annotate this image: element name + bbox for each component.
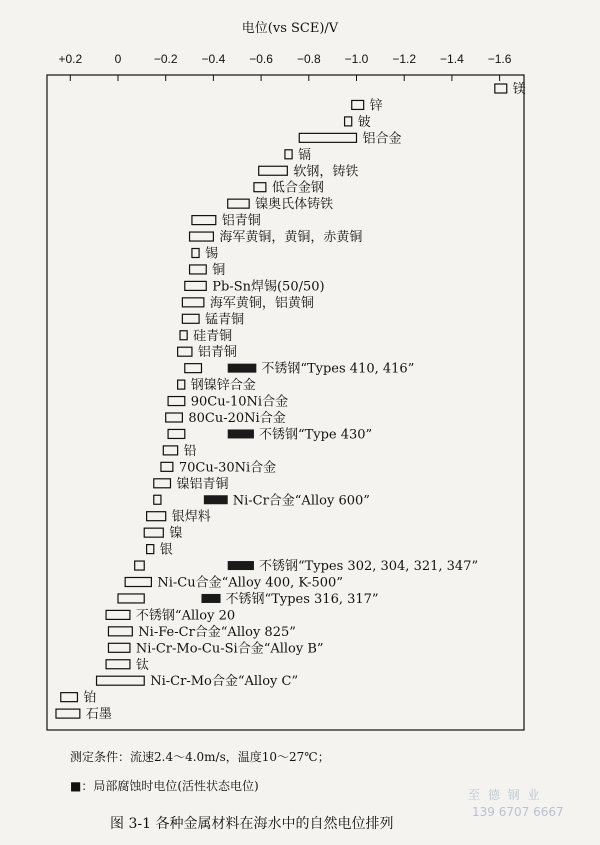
potential-bar bbox=[178, 347, 192, 356]
potential-bar bbox=[154, 495, 161, 504]
potential-bar bbox=[135, 561, 145, 570]
axis-title: 电位(vs SCE)/V bbox=[241, 21, 339, 36]
potential-bar bbox=[254, 183, 266, 192]
material-label: 银 bbox=[159, 542, 173, 558]
material-label: 银焊料 bbox=[171, 509, 211, 525]
figure-caption: 图 3-1 各种金属材料在海水中的自然电位排列 bbox=[110, 816, 394, 832]
material-label: 钛 bbox=[135, 657, 149, 673]
material-label: Ni-Cu合金“Alloy 400, K-500” bbox=[157, 575, 343, 591]
potential-bar bbox=[108, 627, 132, 636]
potential-bar bbox=[61, 693, 78, 702]
potential-bar bbox=[228, 199, 249, 208]
potential-bar bbox=[147, 545, 154, 554]
potential-bar bbox=[299, 133, 356, 142]
tick-label: −1.6 bbox=[487, 52, 512, 66]
material-label: 镍铝青铜 bbox=[176, 476, 229, 492]
potential-bar bbox=[118, 594, 144, 603]
potential-bar bbox=[345, 117, 352, 126]
potential-bar bbox=[97, 676, 145, 685]
legend-note: ■：局部腐蚀时电位(活性状态电位) bbox=[70, 779, 259, 793]
material-label: Pb-Sn焊锡(50/50) bbox=[212, 279, 325, 295]
material-label: 铝合金 bbox=[362, 131, 402, 147]
material-label: 铝青铜 bbox=[221, 213, 261, 229]
material-label: 石墨 bbox=[85, 707, 112, 723]
potential-bar bbox=[178, 380, 185, 389]
chart-bars bbox=[56, 81, 526, 722]
material-label: Ni-Cr-Mo-Cu-Si合金“Alloy B” bbox=[135, 641, 324, 657]
tick-label: −0.4 bbox=[201, 52, 226, 66]
material-label: 锡 bbox=[205, 246, 219, 262]
potential-bar bbox=[147, 512, 166, 521]
potential-bar bbox=[144, 528, 163, 537]
potential-bar bbox=[182, 298, 203, 307]
potential-bar bbox=[192, 216, 216, 225]
material-label: 铂 bbox=[83, 690, 97, 706]
material-label: 镍 bbox=[169, 526, 183, 542]
potential-bar bbox=[106, 660, 130, 669]
material-label: Ni-Cr-Mo合金“Alloy C” bbox=[150, 674, 299, 690]
potential-bar bbox=[161, 462, 173, 471]
potential-bar bbox=[185, 281, 206, 290]
material-label: 铜 bbox=[212, 262, 226, 278]
tick-label: −0.6 bbox=[249, 52, 273, 66]
potential-bar bbox=[190, 232, 214, 241]
watermark-line-2: 139 6707 6667 bbox=[472, 805, 564, 819]
local-corrosion-bar bbox=[204, 495, 228, 504]
tick-label: 0 bbox=[114, 52, 122, 66]
material-label: 不锈钢“Types 302, 304, 321, 347” bbox=[258, 559, 479, 575]
potential-bar bbox=[168, 429, 185, 438]
material-label: 海军黄铜，黄铜，赤黄铜 bbox=[219, 230, 363, 246]
material-label: 海军黄铜，铝黄铜 bbox=[209, 295, 314, 311]
tick-label: −1.0 bbox=[344, 52, 369, 66]
local-corrosion-bar bbox=[228, 561, 254, 570]
potential-bar bbox=[168, 397, 185, 406]
material-label: 铅 bbox=[183, 443, 197, 459]
material-label: 软钢，铸铁 bbox=[293, 164, 359, 180]
potential-bar bbox=[163, 446, 177, 455]
potential-bar bbox=[106, 610, 130, 619]
material-label: 铝青铜 bbox=[197, 345, 237, 361]
material-label: 不锈钢“Type 430” bbox=[258, 427, 373, 443]
material-label: 70Cu-30Ni合金 bbox=[178, 460, 277, 476]
test-conditions-note: 测定条件：流速2.4～4.0m/s，温度10～27℃； bbox=[70, 750, 330, 764]
potential-bar bbox=[192, 249, 199, 258]
potential-bar bbox=[56, 709, 80, 718]
potential-bar bbox=[259, 166, 288, 175]
material-label: 镍奥氏体铸铁 bbox=[255, 197, 334, 213]
potential-bar bbox=[125, 578, 151, 587]
material-label: 不锈钢“Types 410, 416” bbox=[261, 361, 415, 377]
tick-label: −0.2 bbox=[153, 52, 178, 66]
potential-bar bbox=[190, 265, 207, 274]
potential-bar bbox=[154, 479, 171, 488]
material-label: 90Cu-10Ni合金 bbox=[190, 394, 289, 410]
potential-bar bbox=[182, 314, 199, 323]
potential-bar bbox=[166, 413, 183, 422]
potential-bar bbox=[180, 331, 187, 340]
potential-bar bbox=[185, 364, 202, 373]
material-label: 镉 bbox=[298, 147, 312, 163]
material-label: 铍 bbox=[357, 114, 371, 130]
potential-bar bbox=[495, 84, 507, 93]
material-label: 不锈钢“Types 316, 317” bbox=[225, 591, 379, 607]
material-label: 锌 bbox=[369, 98, 383, 114]
material-label: 锰青铜 bbox=[205, 312, 245, 328]
watermark-line-1: 至 德 钢 业 bbox=[468, 788, 542, 802]
potential-bar bbox=[352, 100, 364, 109]
material-label: 硅青铜 bbox=[193, 328, 233, 344]
material-label: Ni-Cr合金“Alloy 600” bbox=[232, 493, 370, 509]
potential-bar bbox=[108, 643, 129, 652]
tick-label: −0.8 bbox=[296, 52, 321, 66]
local-corrosion-bar bbox=[228, 429, 254, 438]
potential-bar bbox=[285, 150, 292, 159]
material-label: 低合金钢 bbox=[271, 180, 324, 196]
material-label: 钢镍锌合金 bbox=[190, 378, 256, 394]
material-label: 不锈钢“Alloy 20 bbox=[135, 608, 236, 624]
local-corrosion-bar bbox=[201, 594, 220, 603]
tick-label: −1.4 bbox=[440, 52, 464, 66]
tick-label: +0.2 bbox=[58, 52, 83, 66]
material-label: 镁 bbox=[512, 82, 526, 97]
material-label: 80Cu-20Ni合金 bbox=[188, 411, 286, 426]
material-label: Ni-Fe-Cr合金“Alloy 825” bbox=[138, 624, 296, 640]
tick-label: −1.2 bbox=[392, 52, 417, 66]
axis-ticks bbox=[58, 52, 511, 81]
local-corrosion-bar bbox=[228, 364, 257, 373]
